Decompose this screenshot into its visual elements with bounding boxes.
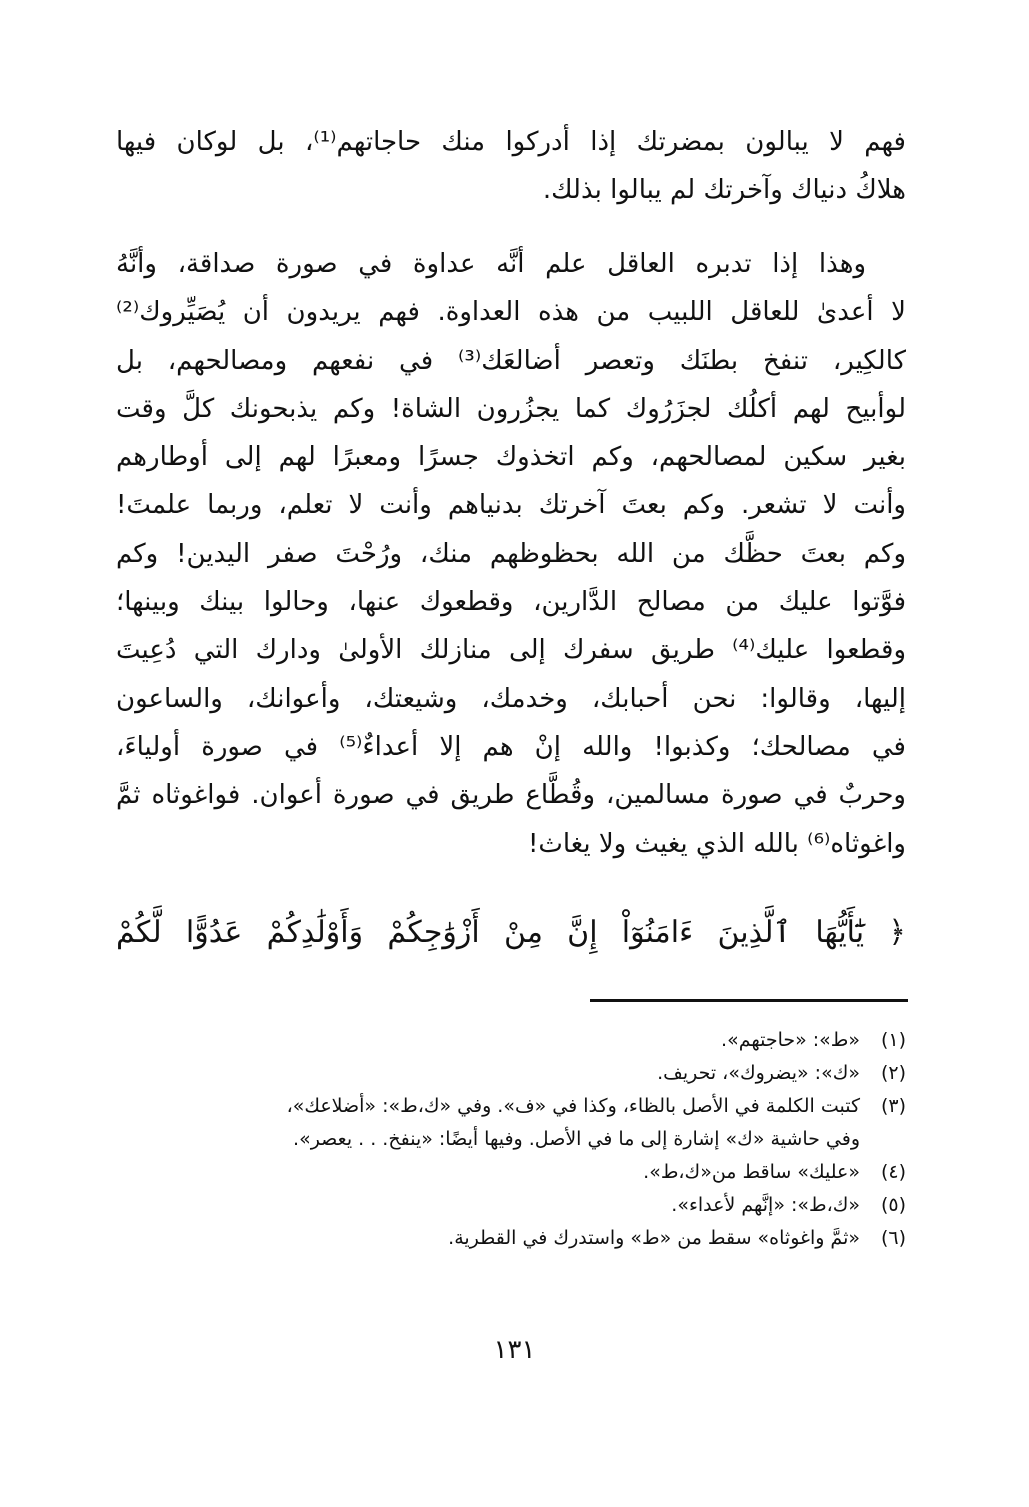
paragraph-2-line: وحربٌ في صورة مسالمين، وقُطَّاع طريق في صورة أعوان. فواغوثاه ثمَّ <box>116 780 906 811</box>
footnote-text: كتبت الكلمة في الأصل بالظاء، وكذا في «ف». وفي «ك،ط»: «أضلاعك»، <box>286 1095 860 1117</box>
footnote-number: (١) <box>880 1029 906 1051</box>
footnotes <box>116 1024 906 1255</box>
paragraph-2-line: في مصالحك؛ وكذبوا! والله إنْ هم إلا أعداءٌ⁽⁵⁾ في صورة أولياءَ، <box>116 731 906 762</box>
paragraph-2-line: واغوثاه⁽⁶⁾ بالله الذي يغيث ولا يغاث! <box>527 828 906 859</box>
footnote-5 <box>116 1189 906 1222</box>
paragraph-2-line: إليها، وقالوا: نحن أحبابك، وخدمك، وشيعتك، وأعوانك، والساعون <box>116 683 906 714</box>
footnote-1 <box>116 1024 906 1057</box>
footnote-3 <box>116 1090 906 1123</box>
paragraph-2-line: وأنت لا تشعر. وكم بعتَ آخرتك بدنياهم وأنت لا تعلم، وربما علمتَ! <box>116 490 906 521</box>
footnote-text: «ك،ط»: «إنَّهم لأعداء». <box>671 1194 860 1216</box>
footnote-text: «ك»: «يضروك»، تحريف. <box>657 1062 860 1084</box>
footnote-number: (٥) <box>880 1194 906 1216</box>
footnote-2 <box>116 1057 906 1090</box>
footnote-3-continuation <box>116 1123 906 1156</box>
footnote-6 <box>116 1222 906 1255</box>
paragraph-2-line: وهذا إذا تدبره العاقل علم أنَّه عداوة في صورة صداقة، وأنَّهُ <box>116 249 866 279</box>
footnote-number: (٤) <box>880 1161 906 1183</box>
footnote-text: «عليك» ساقط من«ك،ط». <box>643 1161 860 1183</box>
paragraph-2 <box>116 240 906 868</box>
quran-verse: ﴿ يَٰٓأَيُّهَا ٱلَّذِينَ ءَامَنُوٓاْ إِنَّ مِنْ أَزْوَٰجِكُمْ وَأَوْلَٰدِكُمْ عَدُوًّا لَّكُمْ <box>116 915 906 950</box>
paragraph-1 <box>116 118 906 215</box>
footnote-text: «ثمَّ واغوثاه» سقط من «ط» واستدرك في القطرية. <box>448 1227 860 1249</box>
footnote-4 <box>116 1156 906 1189</box>
paragraph-2-line: كالكِير، تنفخ بطنَك وتعصر أضالعَك⁽³⁾ في نفعهم ومصالحهم، بل <box>116 345 906 376</box>
footnote-text: «ط»: «حاجتهم». <box>721 1029 860 1051</box>
paragraph-2-line: وقطعوا عليك⁽⁴⁾ طريق سفرك إلى منازلك الأولىٰ ودارك التي دُعِيتَ <box>116 635 906 666</box>
footnote-number: (٢) <box>880 1062 906 1084</box>
footnote-number: (٦) <box>880 1227 906 1249</box>
footnote-separator <box>590 999 908 1002</box>
page-number: ١٣١ <box>493 1335 536 1365</box>
paragraph-2-line: فوَّتوا عليك من مصالح الدَّارين، وقطعوك عنها، وحالوا بينك وبينها؛ <box>116 587 906 618</box>
paragraph-2-line: لا أعدىٰ للعاقل اللبيب من هذه العداوة. فهم يريدون أن يُصَيِّروك⁽²⁾ <box>116 297 906 328</box>
paragraph-2-line: وكم بعتَ حظَّك من الله بحظوظهم منك، ورُحْتَ صفر اليدين! وكم <box>116 538 906 569</box>
footnote-text: وفي حاشية «ك» إشارة إلى ما في الأصل. وفيها أيضًا: «ينفخ. . . يعصر». <box>293 1128 860 1150</box>
paragraph-1-line: هلاكُ دنياك وآخرتك لم يبالوا بذلك. <box>542 175 906 206</box>
paragraph-2-line: بغير سكين لمصالحهم، وكم اتخذوك جسرًا ومعبرًا لهم إلى أوطارهم <box>116 442 906 473</box>
paragraph-2-line: لوأبيح لهم أكلُك لجزَرُوك كما يجزُرون الشاة! وكم يذبحونك كلَّ وقت <box>116 393 906 424</box>
paragraph-1-line: فهم لا يبالون بمضرتك إذا أدركوا منك حاجاتهم⁽¹⁾، بل لوكان فيها <box>116 127 906 157</box>
footnote-number: (٣) <box>880 1095 906 1117</box>
